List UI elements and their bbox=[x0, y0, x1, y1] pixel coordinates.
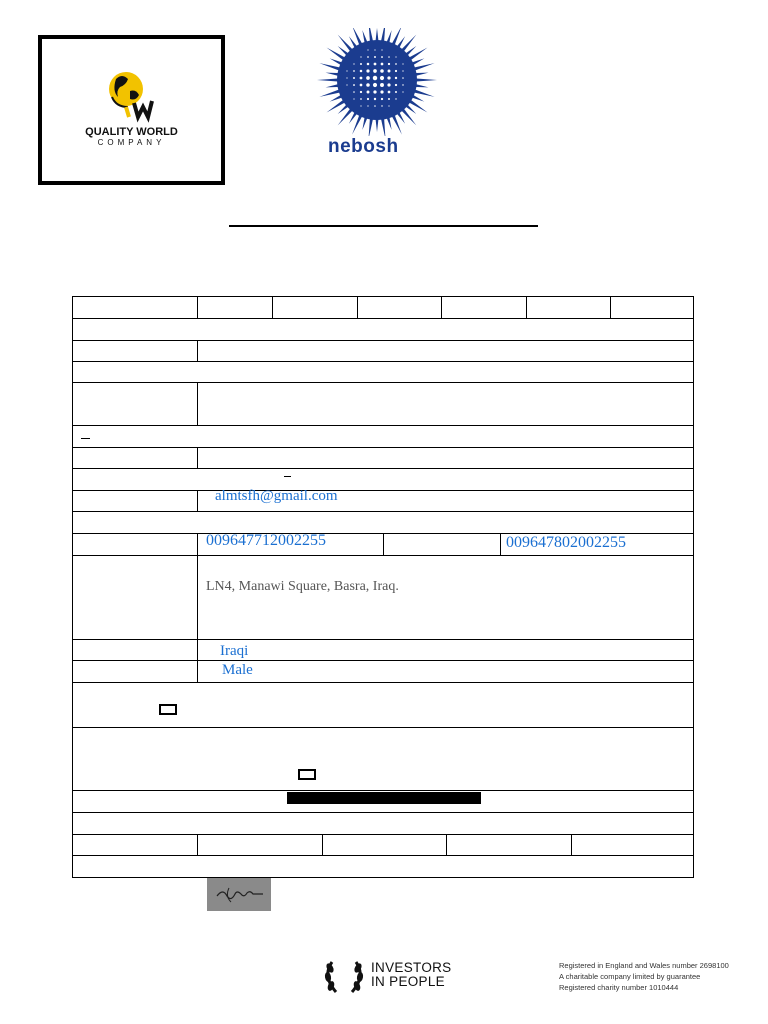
column-divider bbox=[610, 296, 611, 318]
dash-mark bbox=[284, 476, 291, 477]
registration-line: A charitable company limited by guarantee bbox=[559, 972, 701, 981]
column-divider bbox=[446, 834, 447, 855]
phone-value-2[interactable]: 009647802002255 bbox=[506, 534, 626, 551]
row-divider bbox=[72, 490, 694, 491]
row-divider bbox=[72, 790, 694, 791]
investors-in-people-text bbox=[371, 961, 451, 989]
column-divider bbox=[197, 660, 198, 682]
investors-line-1: INVESTORS bbox=[371, 960, 452, 975]
row-divider bbox=[72, 555, 694, 556]
email-value[interactable]: almtsfh@gmail.com bbox=[215, 488, 338, 504]
column-divider bbox=[357, 296, 358, 318]
investors-line-2: IN PEOPLE bbox=[371, 974, 445, 989]
column-divider bbox=[500, 533, 501, 555]
application-form bbox=[72, 296, 694, 876]
column-divider bbox=[197, 834, 198, 855]
row-divider bbox=[72, 425, 694, 426]
row-divider bbox=[72, 361, 694, 362]
row-divider bbox=[72, 468, 694, 469]
row-divider bbox=[72, 812, 694, 813]
row-divider bbox=[72, 340, 694, 341]
row-divider bbox=[72, 447, 694, 448]
quality-world-name: QUALITY WORLD bbox=[85, 126, 178, 138]
column-divider bbox=[197, 382, 198, 425]
globe-icon bbox=[108, 69, 158, 129]
quality-world-logo bbox=[38, 35, 225, 185]
column-divider bbox=[383, 533, 384, 555]
nebosh-wordmark: nebosh bbox=[328, 136, 399, 157]
nebosh-starburst-icon bbox=[315, 28, 439, 136]
row-divider bbox=[72, 727, 694, 728]
dash-mark bbox=[81, 438, 90, 439]
registration-line: Registered in England and Wales number 2698100 bbox=[559, 961, 729, 970]
registration-line: Registered charity number 1010444 bbox=[559, 983, 679, 992]
column-divider bbox=[197, 447, 198, 468]
row-divider bbox=[72, 834, 694, 835]
registration-info bbox=[559, 960, 729, 993]
row-divider bbox=[72, 382, 694, 383]
column-divider bbox=[441, 296, 442, 318]
column-divider bbox=[571, 834, 572, 855]
phone-value-1[interactable]: 009647712002255 bbox=[206, 532, 326, 549]
column-divider bbox=[197, 639, 198, 660]
laurel-wreath-icon bbox=[322, 956, 366, 996]
row-divider bbox=[72, 855, 694, 856]
column-divider bbox=[272, 296, 273, 318]
column-divider bbox=[197, 555, 198, 639]
row-divider bbox=[72, 639, 694, 640]
address-value[interactable]: LN4, Manawi Square, Basra, Iraq. bbox=[206, 579, 399, 594]
column-divider bbox=[197, 533, 198, 555]
row-divider bbox=[72, 511, 694, 512]
redacted-field bbox=[287, 792, 481, 804]
nationality-value[interactable]: Iraqi bbox=[220, 643, 249, 659]
quality-world-subtitle: COMPANY bbox=[97, 138, 166, 147]
column-divider bbox=[197, 490, 198, 511]
title-underline bbox=[229, 225, 538, 227]
row-divider bbox=[72, 682, 694, 683]
column-divider bbox=[197, 296, 198, 318]
signature-image bbox=[207, 878, 271, 911]
checkbox[interactable] bbox=[159, 704, 177, 715]
row-divider bbox=[72, 318, 694, 319]
column-divider bbox=[197, 340, 198, 361]
column-divider bbox=[322, 834, 323, 855]
checkbox[interactable] bbox=[298, 769, 316, 780]
gender-value[interactable]: Male bbox=[222, 662, 253, 678]
column-divider bbox=[526, 296, 527, 318]
row-divider bbox=[72, 660, 694, 661]
